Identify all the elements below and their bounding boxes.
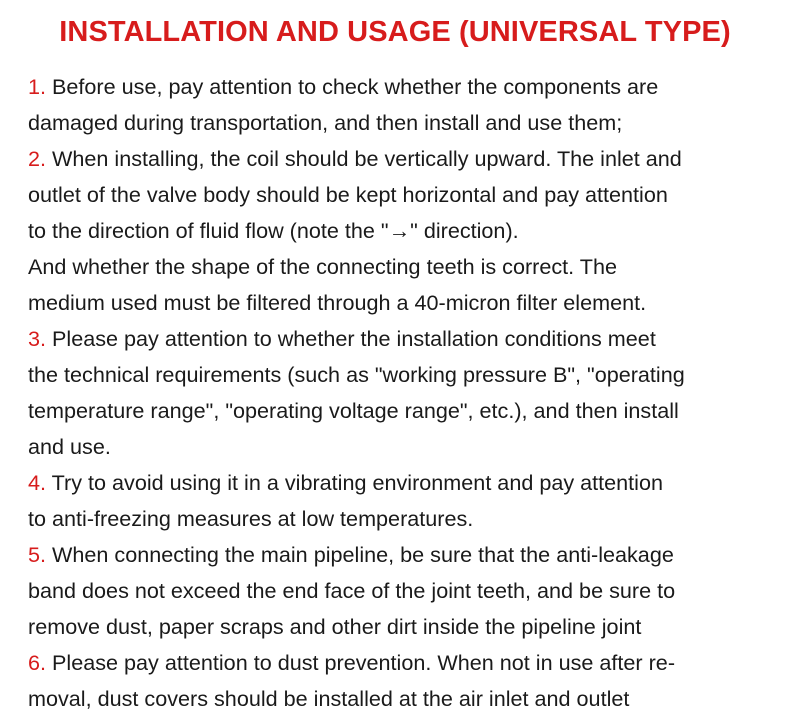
instruction-line xyxy=(28,609,778,645)
line-text: to the direction of fluid flow (note the "→" direction). xyxy=(28,218,519,243)
instruction-line xyxy=(28,249,778,285)
instructions-body xyxy=(28,69,778,717)
line-text: remove dust, paper scraps and other dirt inside the pipeline joint xyxy=(28,614,642,639)
line-text: band does not exceed the end face of the joint teeth, and be sure to xyxy=(28,578,676,603)
line-text: When installing, the coil should be vertically upward. The inlet and xyxy=(46,146,682,171)
instruction-line xyxy=(28,429,778,465)
item-number: 4. xyxy=(28,470,47,495)
instruction-line xyxy=(28,177,778,213)
instruction-line xyxy=(28,285,778,321)
instruction-line xyxy=(28,645,778,681)
line-text: When connecting the main pipeline, be sure that the anti-leakage xyxy=(46,542,674,567)
line-text: Please pay attention to dust prevention. When not in use after re- xyxy=(46,650,676,675)
instruction-line xyxy=(28,465,778,501)
instruction-line xyxy=(28,573,778,609)
line-text: Before use, pay attention to check whether the components are xyxy=(46,74,659,99)
instruction-line xyxy=(28,357,778,393)
item-number: 1. xyxy=(28,74,47,99)
item-number: 5. xyxy=(28,542,47,567)
instruction-line xyxy=(28,537,778,573)
line-text: temperature range", "operating voltage range", etc.), and then install xyxy=(28,398,679,423)
line-text: and use. xyxy=(28,434,111,459)
instruction-line xyxy=(28,321,778,357)
line-text: to anti-freezing measures at low temperatures. xyxy=(28,506,474,531)
line-text: And whether the shape of the connecting teeth is correct. The xyxy=(28,254,617,279)
line-text: damaged during transportation, and then install and use them; xyxy=(28,110,623,135)
line-text: Please pay attention to whether the installation conditions meet xyxy=(46,326,656,351)
instruction-line xyxy=(28,213,778,249)
item-number: 3. xyxy=(28,326,47,351)
instruction-line xyxy=(28,393,778,429)
item-number: 6. xyxy=(28,650,47,675)
instruction-line xyxy=(28,141,778,177)
instruction-line xyxy=(28,105,778,141)
line-text: medium used must be filtered through a 40-micron filter element. xyxy=(28,290,647,315)
line-text: outlet of the valve body should be kept horizontal and pay attention xyxy=(28,182,668,207)
line-text: moval, dust covers should be installed at the air inlet and outlet xyxy=(28,686,630,711)
instruction-line xyxy=(28,69,778,105)
line-text: Try to avoid using it in a vibrating environment and pay attention xyxy=(46,470,663,495)
item-number: 2. xyxy=(28,146,47,171)
instruction-line xyxy=(28,681,778,717)
line-text: the technical requirements (such as "working pressure B", "operating xyxy=(28,362,685,387)
instruction-line xyxy=(28,501,778,537)
page-title: INSTALLATION AND USAGE (UNIVERSAL TYPE) xyxy=(59,16,731,48)
